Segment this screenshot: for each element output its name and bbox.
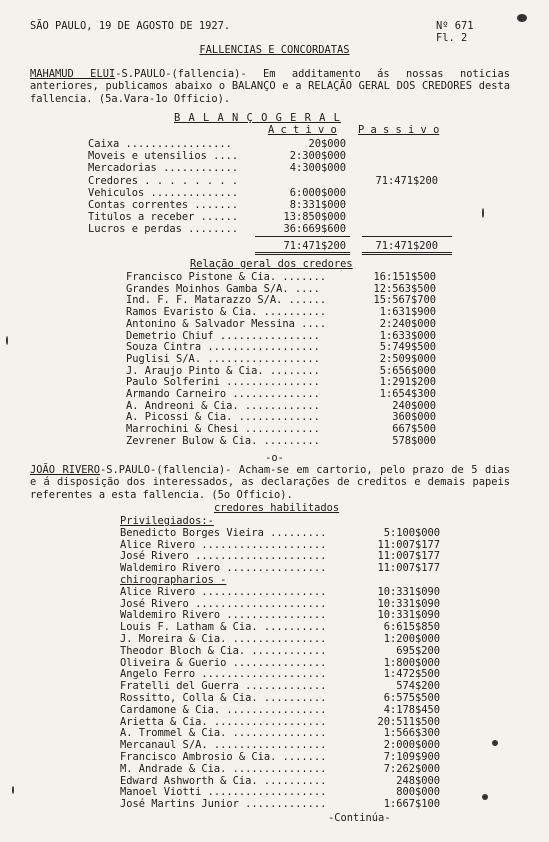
creditor-row	[126, 330, 446, 342]
creditor-row	[126, 341, 446, 353]
balance-rule-active	[255, 236, 350, 237]
creditor-row	[120, 775, 450, 787]
creditor-name: Paulo Solferini ...............	[126, 376, 320, 389]
creditor-row	[126, 294, 446, 306]
creditor-value: 248$000	[396, 774, 440, 787]
creditor-name: Puglisi S/A. ..................	[126, 352, 320, 365]
creditor-row	[126, 376, 446, 388]
balance-row-active: 13:850$000	[283, 211, 346, 224]
creditor-name: Ramos Evaristo & Cia. ..........	[126, 306, 327, 319]
sheet-number: Fl. 2	[436, 32, 468, 44]
creditor-row	[120, 633, 450, 645]
creditor-value: 1:566$300	[383, 727, 440, 740]
creditor-row	[120, 763, 450, 775]
creditor-name: Fratelli del Guerra .............	[120, 680, 327, 693]
creditor-name: Manoel Viotti ...................	[120, 786, 327, 799]
creditor-value: 7:109$900	[383, 751, 440, 763]
balance-col-active: A c t i v o	[268, 124, 337, 136]
doc-number: Nº 671	[436, 20, 474, 32]
creditor-value: 5:749$500	[379, 341, 436, 354]
entry-joao-rivero	[30, 464, 510, 501]
creditor-row	[126, 400, 446, 412]
creditor-name: Mercanaul S/A. ..................	[120, 739, 327, 752]
balance-row	[88, 138, 468, 150]
creditor-row	[120, 716, 450, 728]
creditor-name: Arietta & Cia. ..................	[120, 715, 327, 728]
balance-row	[88, 187, 468, 199]
creditor-value: 2:240$000	[379, 317, 436, 330]
balance-row-active: 20$000	[308, 138, 346, 150]
balance-row-label: Caixa .................	[88, 138, 232, 150]
creditor-value: 4:178$450	[383, 703, 440, 716]
balance-row-active: 4:300$000	[289, 162, 346, 175]
creditor-name: Edward Ashworth & Cia. ..........	[120, 774, 327, 787]
creditor-name: Cardamone & Cia. ................	[120, 703, 327, 716]
entry-name: JOÃO RIVERO	[30, 464, 101, 476]
creditor-row	[120, 786, 450, 798]
creditor-value: 20:511$500	[377, 715, 440, 728]
creditor-name: Zevrener Bulow & Cia. .........	[126, 434, 320, 447]
balance-row-label: Contas correntes .......	[88, 199, 239, 211]
creditor-row	[120, 751, 450, 763]
creditor-value: 1:633$000	[379, 329, 436, 342]
balance-row	[88, 223, 468, 235]
creditor-row	[120, 692, 450, 704]
entry-text: -S.PAULO-(fallencia)- Em additamento ás nossas noticias anteriores, publicamos abaixo o BALANÇO e a RELAÇÃO GERAL DOS CREDORES desta fallencia. (5a.Vara-1o Officio).	[30, 68, 510, 105]
creditor-name: Armando Carneiro ..............	[126, 388, 320, 400]
creditor-row	[120, 798, 450, 810]
creditor-row	[126, 388, 446, 400]
scan-speck	[517, 14, 527, 22]
creditor-name: Alice Rivero ....................	[120, 538, 327, 551]
creditor-name: J. Araujo Pinto & Cia. ........	[126, 364, 320, 377]
creditor-name: Grandes Moinhos Gamba S/A. ....	[126, 282, 320, 295]
creditor-name: M. Andrade & Cia. ...............	[120, 762, 327, 775]
creditor-row	[126, 306, 446, 318]
balance-row-active: 36:669$600	[283, 223, 346, 236]
creditor-value: 12:563$500	[373, 282, 436, 295]
creditor-name: Alice Rivero ....................	[120, 585, 327, 598]
creditor-row	[120, 527, 450, 539]
creditor-value: 1:631$900	[379, 306, 436, 319]
creditors2-title: credores habilitados	[214, 502, 340, 514]
creditor-row	[120, 539, 450, 551]
creditor-name: Antonino & Salvador Messina ....	[126, 317, 327, 330]
scan-speck	[492, 740, 498, 746]
creditor-row	[126, 318, 446, 330]
header-date: SÃO PAULO, 19 DE AGOSTO DE 1927.	[30, 20, 231, 32]
creditor-value: 11:007$177	[377, 538, 440, 551]
balance-total-passive: 71:471$200	[375, 240, 438, 252]
balance-row-label: Mercadorias ............	[88, 162, 239, 175]
creditor-row	[120, 668, 450, 680]
balance-row-active: 2:300$000	[289, 150, 346, 163]
creditor-value: 1:472$500	[383, 668, 440, 681]
creditor-value: 11:007$177	[377, 562, 440, 575]
balance-row	[88, 150, 468, 162]
creditor-value: 240$000	[392, 399, 436, 412]
balance-row-passive: 71:471$200	[375, 174, 438, 187]
creditor-name: J. Moreira & Cia. ...............	[120, 633, 327, 645]
creditor-value: 10:331$090	[377, 585, 440, 598]
creditor-name: Rossitto, Colla & Cia. ..........	[120, 692, 327, 704]
balance-title: B A L A N Ç O G E R A L	[174, 112, 341, 124]
creditor-value: 1:200$000	[383, 633, 440, 645]
balance-rule-passive	[362, 236, 452, 237]
creditor-row	[120, 657, 450, 669]
balance-row-label: Credores . . . . . . . .	[88, 174, 239, 187]
creditor-row	[120, 739, 450, 751]
creditor-value: 15:567$700	[373, 294, 436, 307]
creditor-value: 1:291$200	[379, 376, 436, 389]
creditor-row	[120, 550, 450, 562]
creditor-name: Waldemiro Rivero ................	[120, 562, 327, 575]
creditor-name: Waldemiro Rivero ................	[120, 609, 327, 622]
scan-speck	[482, 208, 484, 218]
balance-row-label: Vehiculos ..............	[88, 186, 239, 199]
creditor-row	[120, 680, 450, 692]
balance-row-label: Titulos a receber ......	[88, 211, 239, 224]
creditor-value: 6:615$850	[383, 621, 440, 634]
creditor-name: Demetrio Chiuf ................	[126, 329, 320, 342]
creditor-value: 695$200	[396, 644, 440, 657]
scan-speck	[482, 794, 488, 800]
balance-row	[88, 199, 468, 211]
entry-name: MAHAMUD ELUI	[30, 68, 116, 80]
creditor-value: 1:654$300	[379, 388, 436, 400]
creditor-group-heading: chirographarios -	[120, 574, 227, 586]
creditor-row	[126, 423, 446, 435]
creditor-name: A. Picossi & Cia. .............	[126, 411, 320, 424]
creditor-name: Ind. F. F. Matarazzo S/A. ......	[126, 294, 327, 307]
creditors-title: Relação geral dos credores	[190, 258, 353, 270]
section-title: FALLENCIAS E CONCORDATAS	[199, 44, 350, 56]
creditor-row	[120, 609, 450, 621]
creditor-value: 5:100$000	[383, 526, 440, 539]
creditor-row	[126, 271, 446, 283]
balance-row	[88, 211, 468, 223]
balance-col-passive: P a s s i v o	[358, 124, 440, 136]
creditor-value: 11:007$177	[377, 550, 440, 563]
creditor-name: A. Andreoni & Cia. ............	[126, 399, 320, 412]
creditor-row	[126, 365, 446, 377]
creditor-row	[120, 645, 450, 657]
creditor-name: Louis F. Latham & Cia. ..........	[120, 621, 327, 634]
creditor-name: Marrochini & Chesi ............	[126, 423, 320, 436]
balance-row-label: Moveis e utensilios ....	[88, 150, 239, 163]
creditor-row	[120, 621, 450, 633]
balance-total-active: 71:471$200	[283, 240, 346, 252]
creditor-value: 6:575$500	[383, 692, 440, 704]
scan-speck	[12, 786, 14, 794]
creditor-value: 1:800$000	[383, 656, 440, 669]
creditor-row	[126, 411, 446, 423]
balance-row	[88, 175, 468, 187]
creditor-name: Theodor Bloch & Cia. ............	[120, 644, 327, 657]
balance-double-rule-passive	[362, 252, 452, 255]
creditor-name: A. Trommel & Cia. ...............	[120, 727, 327, 740]
creditor-row	[126, 353, 446, 365]
creditor-name: José Martins Junior .............	[120, 798, 327, 811]
creditor-value: 16:151$500	[373, 271, 436, 283]
creditor-value: 667$500	[392, 423, 436, 436]
creditor-value: 5:656$000	[379, 364, 436, 377]
creditor-row	[120, 562, 450, 574]
creditor-name: José Rivero .....................	[120, 597, 327, 610]
entry-mahamud-elui	[30, 68, 510, 105]
balance-row-active: 8:331$000	[289, 199, 346, 211]
creditor-row	[120, 586, 450, 598]
creditor-value: 10:331$090	[377, 609, 440, 622]
separator: -o-	[265, 452, 284, 464]
creditor-value: 10:331$090	[377, 597, 440, 610]
creditor-group-heading: Privilegiados:-	[120, 515, 214, 527]
creditor-row	[126, 283, 446, 295]
creditor-row	[120, 598, 450, 610]
creditor-name: Francisco Ambrosio & Cia. .......	[120, 751, 327, 763]
creditor-name: Angelo Ferro ....................	[120, 668, 327, 681]
balance-row-label: Lucros e perdas ........	[88, 223, 239, 236]
creditor-value: 1:667$100	[383, 798, 440, 811]
creditor-value: 578$000	[392, 434, 436, 447]
entry-text: -S.PAULO-(fallencia)- Acham-se em cartorio, pelo prazo de 5 dias e á disposição dos interessados, as declarações de creditos e demais papeis referentes a esta fallencia. (5o Officio).	[30, 464, 510, 501]
creditor-name: José Rivero .....................	[120, 550, 327, 563]
creditor-name: Francisco Pistone & Cia. .......	[126, 271, 327, 283]
creditor-row	[126, 435, 446, 447]
scan-speck	[6, 336, 8, 345]
creditor-value: 2:000$000	[383, 739, 440, 752]
creditor-value: 574$200	[396, 680, 440, 693]
creditor-name: Oliveira & Guerio ...............	[120, 656, 327, 669]
creditor-value: 800$000	[396, 786, 440, 799]
continues-note: -Continúa-	[328, 812, 391, 824]
creditor-name: Souza Cintra ..................	[126, 341, 320, 354]
creditor-value: 7:262$000	[383, 762, 440, 775]
balance-row-active: 6:000$000	[289, 186, 346, 199]
creditor-value: 2:509$000	[379, 352, 436, 365]
balance-row	[88, 162, 468, 174]
balance-double-rule-active	[255, 252, 350, 255]
creditor-name: Benedicto Borges Vieira .........	[120, 526, 327, 539]
creditor-row	[120, 727, 450, 739]
creditor-row	[120, 704, 450, 716]
creditor-value: 360$000	[392, 411, 436, 424]
